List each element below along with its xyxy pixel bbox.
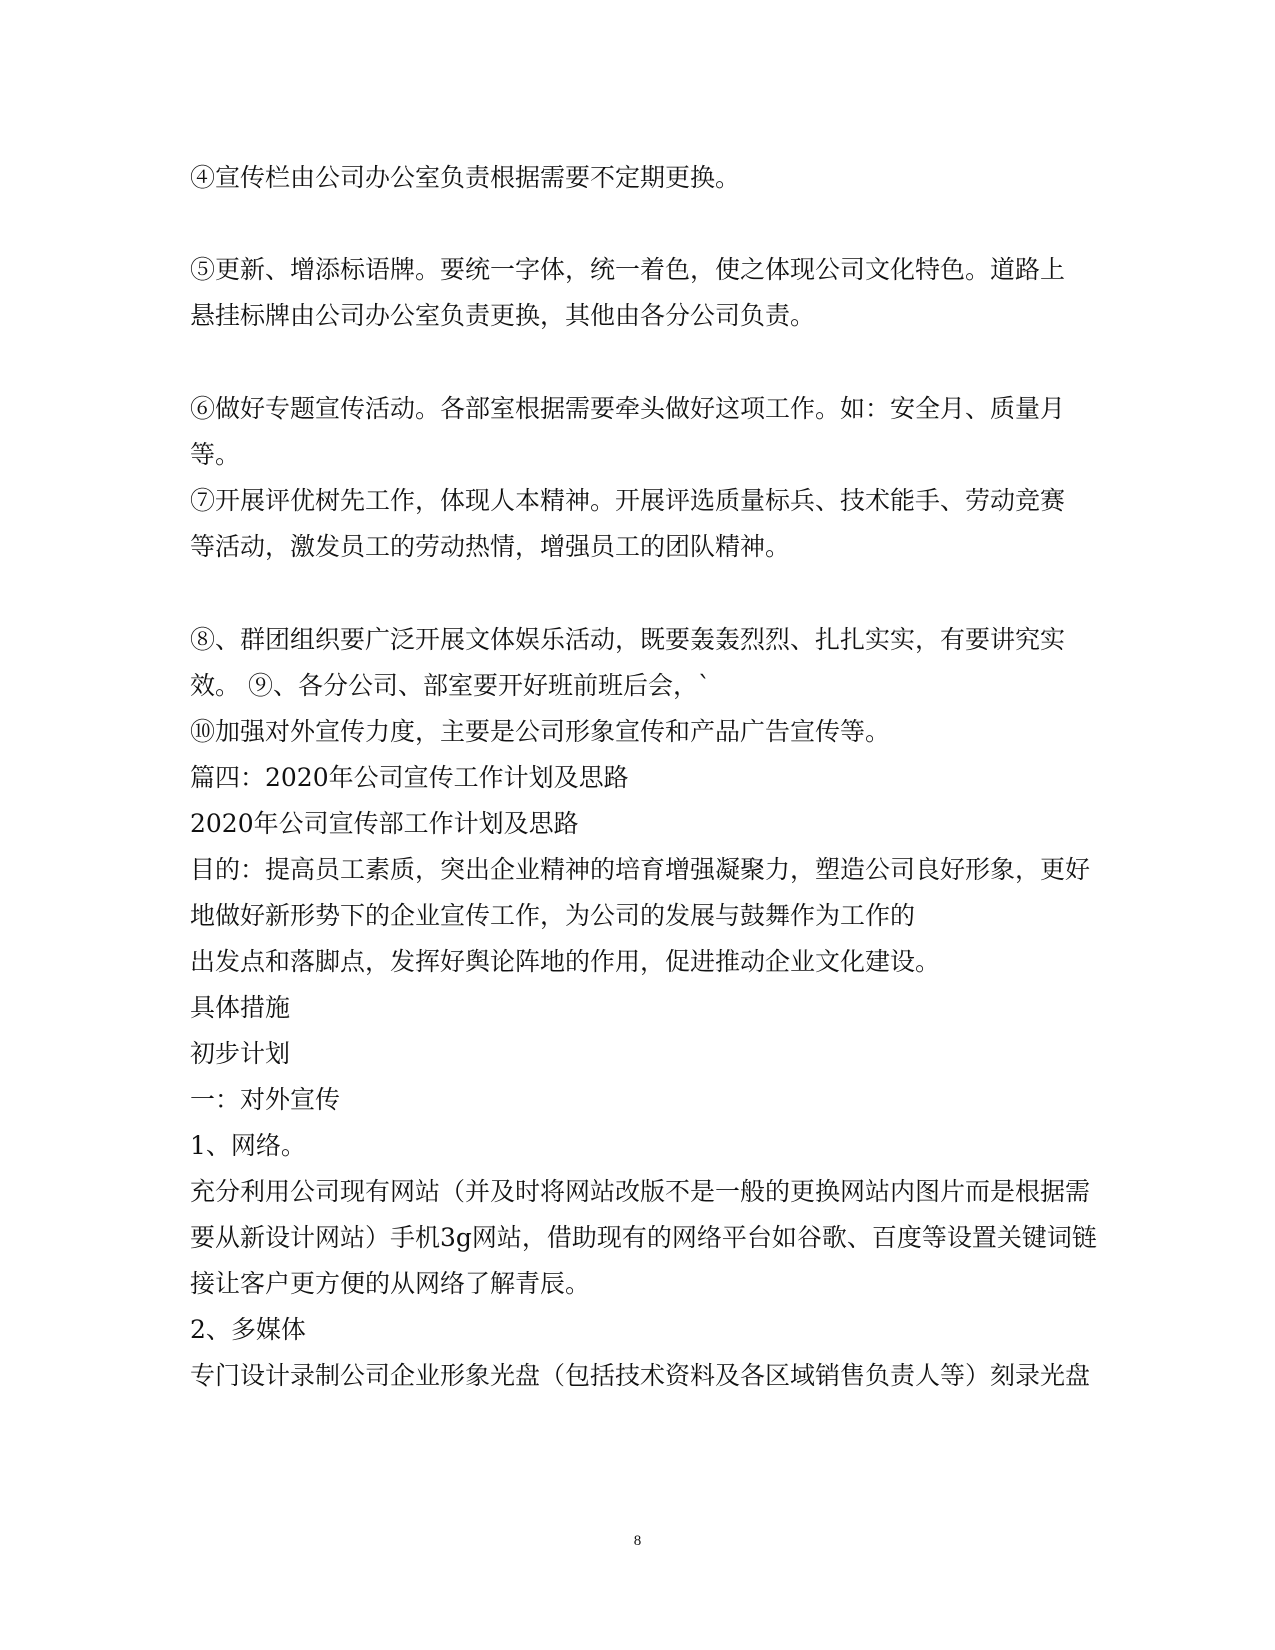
text-line: ⑧、群团组织要广泛开展文体娱乐活动，既要轰轰烈烈、扎扎实实，有要讲究实 xyxy=(190,625,1066,654)
text-line: 悬挂标牌由公司办公室负责更换，其他由各分公司负责。 xyxy=(190,301,816,330)
text-line: 等活动，激发员工的劳动热情，增强员工的团队精神。 xyxy=(190,532,791,561)
text-line: 接让客户更方便的从网络了解青辰。 xyxy=(190,1269,591,1298)
text-line: 具体措施 xyxy=(190,993,291,1022)
text-line: ④宣传栏由公司办公室负责根据需要不定期更换。 xyxy=(190,163,741,192)
text-line: 专门设计录制公司企业形象光盘（包括技术资料及各区域销售负责人等）刻录光盘 xyxy=(190,1361,1091,1390)
text-line: ⑩加强对外宣传力度，主要是公司形象宣传和产品广告宣传等。 xyxy=(190,717,891,746)
text-line: 地做好新形势下的企业宣传工作，为公司的发展与鼓舞作为工作的 xyxy=(190,901,916,930)
text-line: 目的：提高员工素质，突出企业精神的培育增强凝聚力，塑造公司良好形象，更好 xyxy=(190,855,1091,884)
text-line: 初步计划 xyxy=(190,1039,291,1068)
text-line: 要从新设计网站）手机3g网站，借助现有的网络平台如谷歌、百度等设置关键词链 xyxy=(190,1223,1097,1252)
page-number: 8 xyxy=(633,1533,642,1549)
text-line: ⑦开展评优树先工作，体现人本精神。开展评选质量标兵、技术能手、劳动竞赛 xyxy=(190,486,1066,515)
text-line: 一：对外宣传 xyxy=(190,1085,341,1114)
text-line: ⑤更新、增添标语牌。要统一字体，统一着色，使之体现公司文化特色。道路上 xyxy=(190,255,1066,284)
text-line: ⑥做好专题宣传活动。各部室根据需要牵头做好这项工作。如：安全月、质量月 xyxy=(190,394,1066,423)
text-line: 出发点和落脚点，发挥好舆论阵地的作用，促进推动企业文化建设。 xyxy=(190,947,941,976)
text-line: 等。 xyxy=(190,440,241,469)
text-line: 1、网络。 xyxy=(190,1131,306,1160)
section-subtitle: 2020年公司宣传部工作计划及思路 xyxy=(190,809,579,838)
section-heading: 篇四：2020年公司宣传工作计划及思路 xyxy=(190,763,629,792)
text-line: 效。 ⑨、各分公司、部室要开好班前班后会，` xyxy=(190,671,711,700)
text-line: 充分利用公司现有网站（并及时将网站改版不是一般的更换网站内图片而是根据需 xyxy=(190,1177,1091,1206)
text-line: 2、多媒体 xyxy=(190,1315,306,1344)
